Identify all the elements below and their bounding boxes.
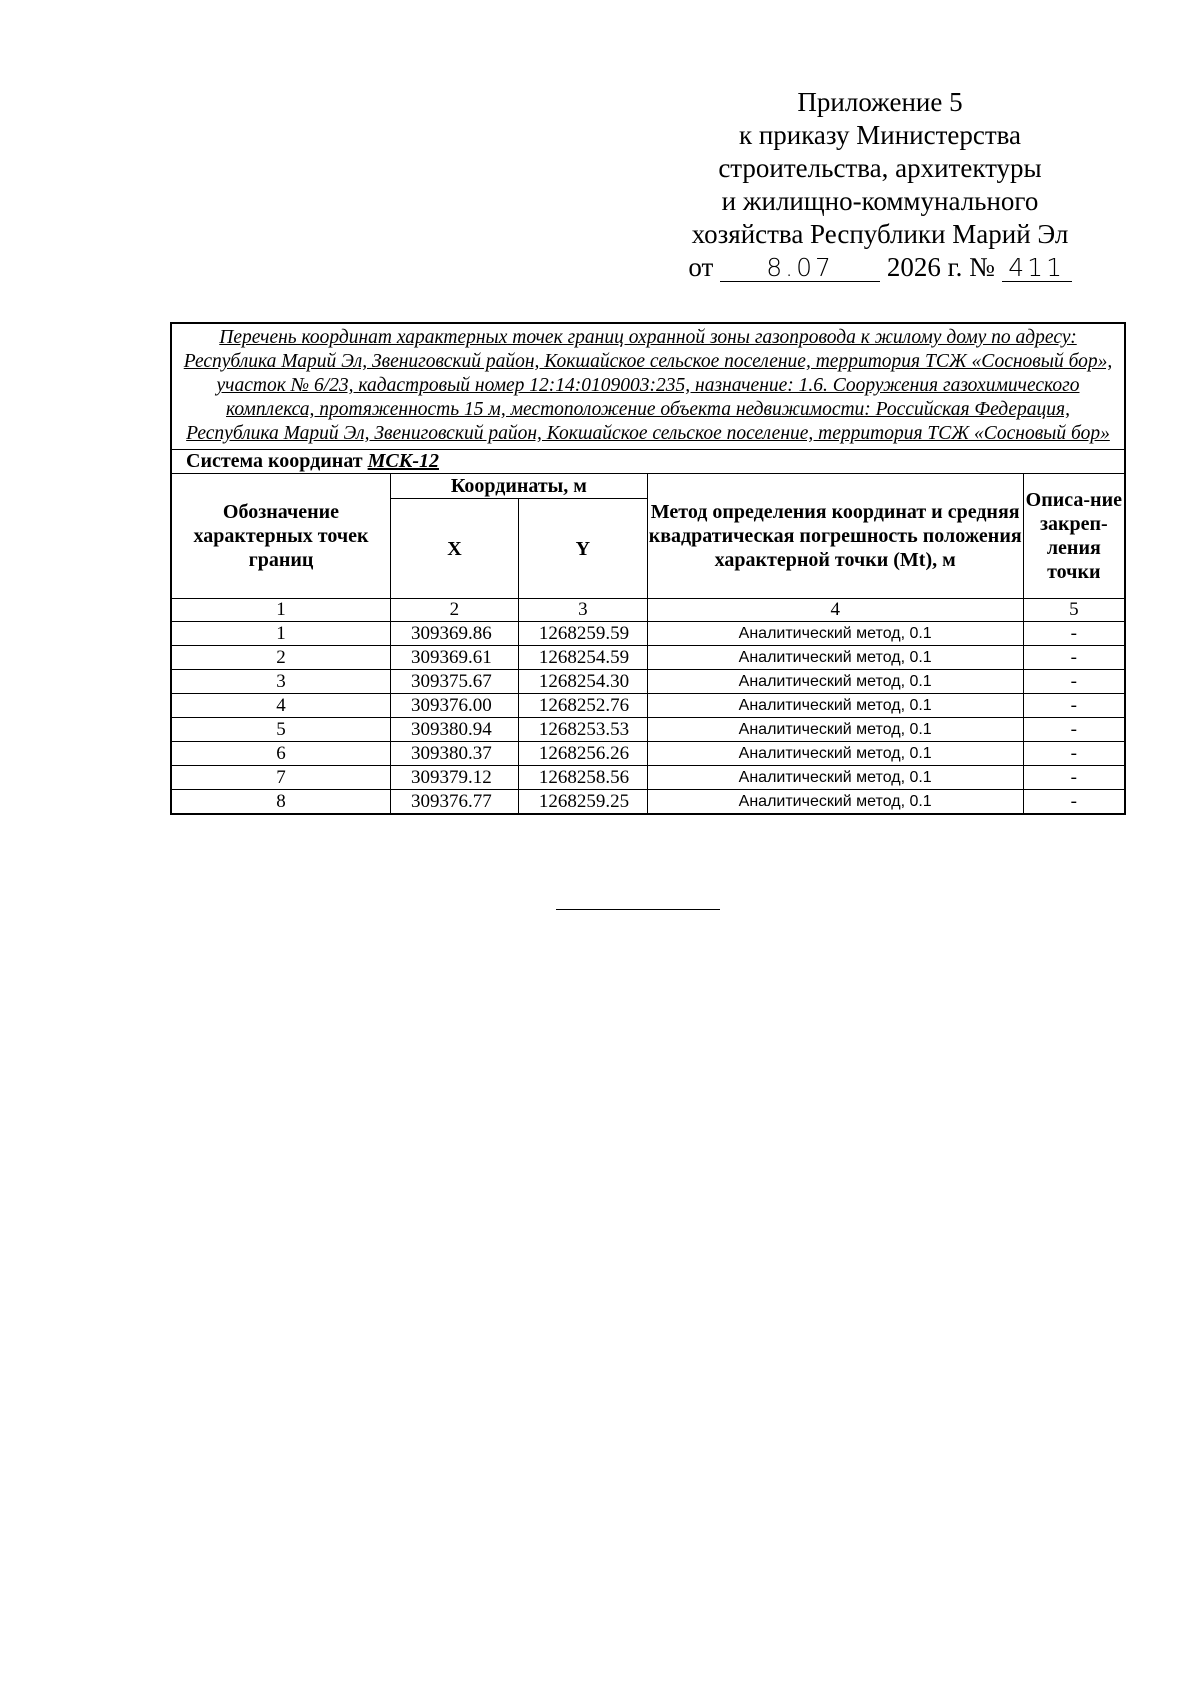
coordinate-y: 1268253.53 [518, 718, 647, 742]
column-index: 4 [647, 599, 1023, 622]
appendix-line: строительства, архитектуры [718, 153, 1042, 183]
coordinate-x: 309379.12 [391, 766, 519, 790]
table-row [171, 742, 1125, 766]
coordinate-y: 1268256.26 [518, 742, 647, 766]
coordinate-y: 1268254.30 [518, 670, 647, 694]
appendix-line: и жилищно-коммунального [721, 186, 1039, 216]
table-title: Перечень координат характерных точек границ охранной зоны газопровода к жилому дому по адресу: Республика Марий Эл, Звениговский район, Кокшайское сельское поселение, территория ТСЖ «Сосновый бор», участок № 6/23, кадастровый номер 12:14:0109003:235, назначение: 1.6. Сооружения газохимического комплекса, протяженность 15 м, местоположение объекта недвижимости: Российская Федерация, Республика Марий Эл, Звениговский район, Кокшайское сельское поселение, территория ТСЖ «Сосновый бор» [171, 323, 1125, 450]
point-number: 6 [171, 742, 391, 766]
method-cell: Аналитический метод, 0.1 [647, 622, 1023, 646]
coordinate-x: 309380.94 [391, 718, 519, 742]
header-point-designation: Обозначение характерных точек границ [171, 474, 391, 599]
year-number-label: 2026 г. № [886, 252, 995, 282]
coordinate-x: 309376.77 [391, 790, 519, 815]
table-row [171, 622, 1125, 646]
coordinate-y: 1268259.59 [518, 622, 647, 646]
coordinate-x: 309369.86 [391, 622, 519, 646]
description-cell: - [1023, 742, 1125, 766]
coordinate-system [171, 450, 1125, 474]
column-index: 1 [171, 599, 391, 622]
point-number: 4 [171, 694, 391, 718]
description-cell: - [1023, 766, 1125, 790]
coordinate-x: 309369.61 [391, 646, 519, 670]
point-number: 8 [171, 790, 391, 815]
description-cell: - [1023, 718, 1125, 742]
table-row [171, 694, 1125, 718]
appendix-line: хозяйства Республики Марий Эл [691, 219, 1069, 249]
coordinates-table [170, 322, 1126, 815]
table-row [171, 646, 1125, 670]
column-index: 3 [518, 599, 647, 622]
method-cell: Аналитический метод, 0.1 [647, 790, 1023, 815]
table-row [171, 670, 1125, 694]
handwritten-date: 8.07 [720, 254, 880, 282]
header-coordinates: Координаты, м [391, 474, 648, 499]
point-number: 7 [171, 766, 391, 790]
coordinate-y: 1268259.25 [518, 790, 647, 815]
description-cell: - [1023, 694, 1125, 718]
handwritten-order-number: 411 [1002, 254, 1072, 282]
point-number: 1 [171, 622, 391, 646]
method-cell: Аналитический метод, 0.1 [647, 718, 1023, 742]
coordinate-y: 1268258.56 [518, 766, 647, 790]
point-number: 5 [171, 718, 391, 742]
order-date-line [660, 251, 1100, 284]
method-cell: Аналитический метод, 0.1 [647, 766, 1023, 790]
header-description: Описа-ние закреп-ления точки [1023, 474, 1125, 599]
method-cell: Аналитический метод, 0.1 [647, 694, 1023, 718]
coordinate-y: 1268254.59 [518, 646, 647, 670]
coordinate-y: 1268252.76 [518, 694, 647, 718]
method-cell: Аналитический метод, 0.1 [647, 670, 1023, 694]
column-index-row [171, 599, 1125, 622]
coordinate-x: 309375.67 [391, 670, 519, 694]
description-cell: - [1023, 670, 1125, 694]
table-row [171, 790, 1125, 815]
appendix-line: к приказу Министерства [738, 120, 1022, 150]
description-cell: - [1023, 622, 1125, 646]
column-index: 5 [1023, 599, 1125, 622]
point-number: 2 [171, 646, 391, 670]
header-method: Метод определения координат и средняя квадратическая погрешность положения характерной точки (Mt), м [647, 474, 1023, 599]
method-cell: Аналитический метод, 0.1 [647, 742, 1023, 766]
table-row [171, 718, 1125, 742]
date-prefix: от [688, 252, 714, 282]
column-index: 2 [391, 599, 519, 622]
coordinate-system-label: Система координат [186, 450, 363, 472]
description-cell: - [1023, 790, 1125, 815]
point-number: 3 [171, 670, 391, 694]
description-cell: - [1023, 646, 1125, 670]
closing-divider [556, 909, 720, 910]
appendix-header [660, 86, 1100, 284]
coordinate-system-value: МСК-12 [367, 450, 439, 472]
method-cell: Аналитический метод, 0.1 [647, 646, 1023, 670]
coordinate-x: 309380.37 [391, 742, 519, 766]
header-y: Y [518, 499, 647, 599]
header-x: X [391, 499, 519, 599]
coordinate-x: 309376.00 [391, 694, 519, 718]
table-row [171, 766, 1125, 790]
appendix-line: Приложение 5 [797, 87, 963, 117]
